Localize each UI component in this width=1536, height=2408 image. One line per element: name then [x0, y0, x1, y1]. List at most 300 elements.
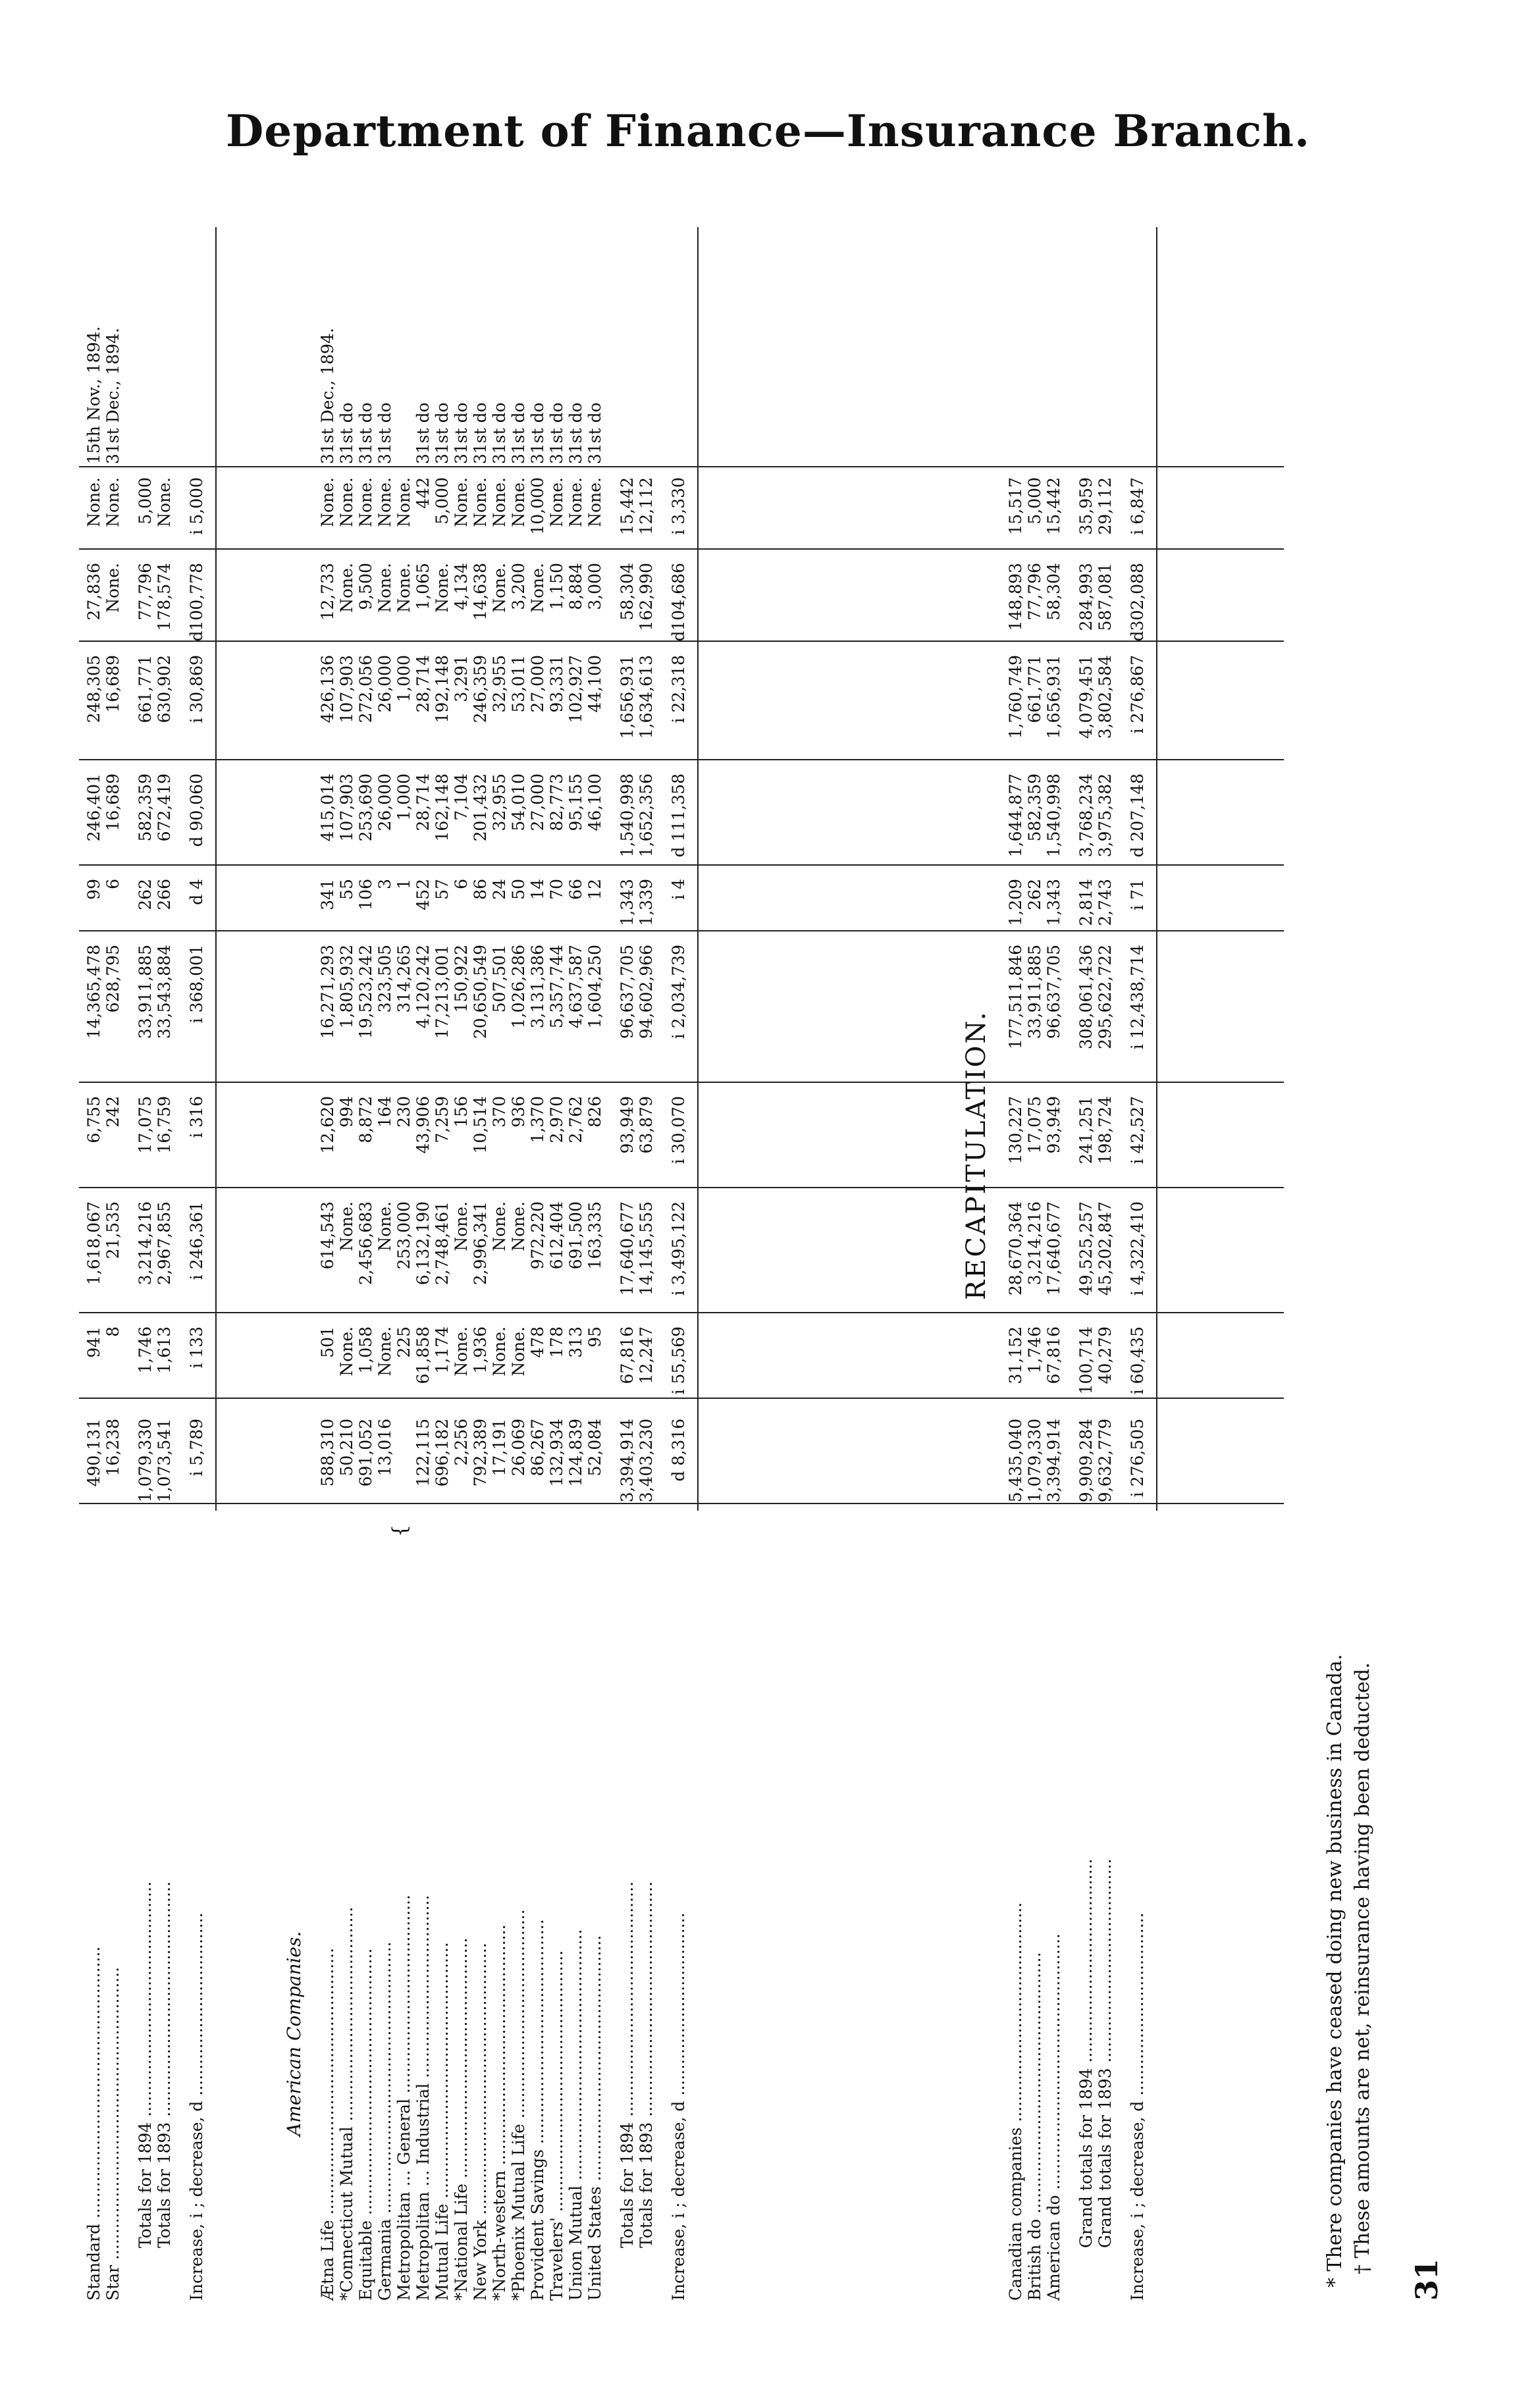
table-cell: None. [452, 1201, 471, 1251]
table-cell: 1,000 [394, 773, 413, 821]
table-cell: 426,136 [318, 655, 337, 723]
table-cell: i 30,869 [187, 655, 206, 723]
table-cell: 2,814 [1076, 879, 1096, 926]
table-cell: 2,456,683 [356, 1201, 375, 1286]
table-cell: 28,670,364 [1006, 1201, 1025, 1296]
table-cell: 28,714 [413, 773, 433, 831]
table-row [453, 227, 470, 2301]
table-cell: 107,903 [337, 655, 356, 723]
table-cell: 1,343 [618, 879, 637, 926]
table-cell: d302,088 [1128, 563, 1147, 642]
table-cell: 15,442 [618, 477, 637, 535]
row-label: Star ........................................................ [103, 1967, 122, 2301]
table-cell: 2,743 [1096, 879, 1115, 926]
row-label: *Phoenix Mutual Life ........................................ [509, 1909, 528, 2301]
table-cell: 661,771 [136, 655, 155, 723]
table-cell: 2,996,341 [471, 1201, 490, 1286]
table-cell: 32,955 [490, 655, 509, 713]
table-cell: None. [337, 1201, 356, 1251]
table-row [396, 227, 413, 2301]
table-cell: 1,058 [356, 1326, 375, 1374]
table-cell: 248,305 [84, 655, 103, 723]
page-title: Department of Finance—Insurance Branch. [225, 105, 1311, 157]
table-cell: d 8,316 [669, 1419, 688, 1482]
table-cell: 13,016 [375, 1419, 394, 1477]
table-cell: None. [103, 477, 122, 527]
table-cell: 33,543,884 [155, 945, 174, 1039]
table-cell: 93,949 [618, 1096, 637, 1154]
table-cell: d 111,358 [669, 773, 688, 858]
table-cell: 31st do [547, 402, 566, 464]
table-cell: 35,959 [1076, 477, 1096, 535]
table-cell: 55 [337, 879, 356, 900]
table-cell: 45,202,847 [1096, 1201, 1115, 1296]
table-cell: 478 [528, 1326, 547, 1358]
table-cell: None. [375, 1326, 394, 1376]
table-row [548, 227, 566, 2301]
table-cell: 826 [585, 1096, 604, 1128]
table-cell: 3,403,230 [637, 1419, 656, 1503]
table-cell: 630,902 [155, 655, 174, 723]
table-cell: 33,911,885 [1025, 945, 1044, 1039]
table-cell: 86 [471, 879, 490, 900]
table-row [319, 227, 336, 2301]
table-cell: 1,343 [1044, 879, 1063, 926]
table-row [619, 227, 636, 2301]
table-cell: 582,359 [1025, 773, 1044, 842]
table-cell: i 22,318 [669, 655, 688, 723]
table-cell: 31st do [452, 402, 471, 464]
table-cell: 162,148 [433, 773, 452, 842]
row-label: Canadian companies .......................................... [1006, 1902, 1025, 2301]
table-cell: 323,505 [375, 945, 394, 1013]
table-cell: None. [433, 563, 452, 613]
table-cell: 96,637,705 [618, 945, 637, 1039]
table-cell: None. [103, 563, 122, 613]
table-cell: 3,768,234 [1076, 773, 1096, 858]
table-cell: 1,936 [471, 1326, 490, 1374]
table-cell: 8,872 [356, 1096, 375, 1143]
table-cell: 661,771 [1025, 655, 1044, 723]
table-cell: 192,148 [433, 655, 452, 723]
table-row [568, 227, 585, 2301]
table-cell: 177,511,846 [1006, 945, 1025, 1050]
table-cell: 241,251 [1076, 1096, 1096, 1165]
table-row [638, 227, 655, 2301]
table-cell: 246,359 [471, 655, 490, 723]
table-cell: None. [375, 1201, 394, 1251]
table-cell: 12,247 [637, 1326, 656, 1384]
table-cell: 672,419 [155, 773, 174, 842]
table-cell: 12,733 [318, 563, 337, 621]
table-cell: 31st do [413, 402, 433, 464]
table-cell: 507,501 [490, 945, 509, 1013]
table-cell: 31,152 [1006, 1326, 1025, 1384]
table-cell: 67,816 [618, 1326, 637, 1384]
table-cell: None. [375, 563, 394, 613]
table-cell: 3,000 [585, 563, 604, 610]
table-cell: 8 [103, 1326, 122, 1337]
table-cell: 313 [566, 1326, 585, 1358]
table-cell: 4,079,451 [1076, 655, 1096, 739]
table-cell: 15,517 [1006, 477, 1025, 535]
table-cell: 29,112 [1096, 477, 1115, 535]
table-cell: 341 [318, 879, 337, 910]
table-cell: 295,622,722 [1096, 945, 1115, 1050]
table-cell: 10,000 [528, 477, 547, 535]
table-cell: 17,640,677 [618, 1201, 637, 1296]
table-cell: None. [394, 477, 413, 527]
table-cell: None. [155, 477, 174, 527]
table-cell: None. [509, 1201, 528, 1251]
table-cell: None. [471, 477, 490, 527]
table-row [587, 227, 604, 2301]
table-cell: 1,746 [1025, 1326, 1044, 1374]
table-cell: i 276,505 [1128, 1419, 1147, 1498]
table-cell: 242 [103, 1096, 122, 1128]
table-cell: 314,265 [394, 945, 413, 1013]
table-cell: 178 [547, 1326, 566, 1358]
row-label: Provident Savings ........................................... [528, 1919, 547, 2301]
table-cell: 1,805,932 [337, 945, 356, 1029]
table-cell: 1,073,541 [155, 1419, 174, 1503]
table-cell: 16,759 [155, 1096, 174, 1154]
table-cell: i 3,495,122 [669, 1201, 688, 1296]
table-cell: 4,637,587 [566, 945, 585, 1029]
table-cell: 130,227 [1006, 1096, 1025, 1165]
table-cell: 612,404 [547, 1201, 566, 1270]
section-heading: American Companies. [283, 1931, 305, 2136]
table-cell: 588,310 [318, 1419, 337, 1487]
table-cell: 162,990 [637, 563, 656, 631]
table-cell: 12 [585, 879, 604, 900]
table-cell: 14,365,478 [84, 945, 103, 1039]
table-cell: 582,359 [136, 773, 155, 842]
table-cell: 28,714 [413, 655, 433, 713]
table-cell: 99 [84, 879, 103, 900]
row-label: Grand totals for 1893 ....................................... [1096, 1858, 1115, 2248]
table-row [415, 227, 432, 2301]
table-cell: 58,304 [1044, 563, 1063, 621]
table-cell: 96,637,705 [1044, 945, 1063, 1039]
table-cell: None. [452, 1326, 471, 1376]
table-cell: 58,304 [618, 563, 637, 621]
footnote-net: † These amounts are net, reinsurance having been deducted. [1351, 1662, 1374, 2274]
table-cell: 26,000 [375, 773, 394, 831]
table-cell: 1,644,877 [1006, 773, 1025, 858]
table-cell: 102,927 [566, 655, 585, 723]
table-cell: None. [356, 477, 375, 527]
rotated-table [72, 227, 1442, 2301]
table-cell: 1,079,330 [1025, 1419, 1044, 1503]
table-cell: 587,081 [1096, 563, 1115, 631]
table-cell: 6 [452, 879, 471, 889]
table-cell: None. [375, 477, 394, 527]
table-cell: 3,394,914 [1044, 1419, 1063, 1503]
table-row [434, 227, 451, 2301]
table-cell: 3,802,584 [1096, 655, 1115, 739]
table-row [338, 227, 356, 2301]
table-cell: 70 [547, 879, 566, 900]
table-cell: 93,331 [547, 655, 566, 713]
table-cell: 5,435,040 [1006, 1419, 1025, 1503]
table-cell: i 60,435 [1128, 1326, 1147, 1395]
row-label: British do .................................................. [1025, 1952, 1044, 2301]
row-label: Germania .................................................... [375, 1941, 394, 2301]
table-cell: 50 [509, 879, 528, 900]
table-cell: 3,214,216 [136, 1201, 155, 1286]
table-cell: i 71 [1128, 879, 1147, 910]
table-cell: 6,132,190 [413, 1201, 433, 1286]
table-cell: 150,922 [452, 945, 471, 1013]
table-cell: d104,686 [669, 563, 688, 642]
table-cell: 3,291 [452, 655, 471, 702]
table-cell: None. [337, 477, 356, 527]
table-row [670, 227, 687, 2301]
table-cell: 2,256 [452, 1419, 471, 1466]
table-cell: 77,796 [136, 563, 155, 621]
table-row [1097, 227, 1114, 2301]
table-cell: 415,014 [318, 773, 337, 842]
table-cell: 27,000 [528, 773, 547, 831]
table-cell: None. [547, 477, 566, 527]
table-cell: 16,238 [103, 1419, 122, 1477]
table-row [1078, 227, 1095, 2301]
table-row [1129, 227, 1146, 2301]
row-label: Totals for 1893 ............................................. [155, 1881, 174, 2248]
table-cell: None. [84, 477, 103, 527]
table-cell: i 2,034,739 [669, 945, 688, 1039]
footnote-ceased: * There companies have ceased doing new business in Canada. [1323, 1654, 1346, 2288]
table-cell: 156 [452, 1096, 471, 1128]
table-cell: 12,112 [637, 477, 656, 535]
row-label: Equitable ................................................... [356, 1948, 375, 2301]
table-cell: 17,213,001 [433, 945, 452, 1039]
table-cell: 1,150 [547, 563, 566, 610]
table-cell: 43,906 [413, 1096, 433, 1154]
table-cell: 44,100 [585, 655, 604, 713]
section-rule [215, 227, 217, 1511]
row-label: Union Mutual ................................................ [566, 1929, 585, 2301]
table-cell: i 276,867 [1128, 655, 1147, 734]
table-cell: 452 [413, 879, 433, 910]
table-cell: 2,970 [547, 1096, 566, 1143]
table-cell: None. [337, 563, 356, 613]
table-cell: None. [490, 477, 509, 527]
table-cell: 1,370 [528, 1096, 547, 1143]
table-cell: i 5,000 [187, 477, 206, 535]
table-cell: 1,746 [136, 1326, 155, 1374]
table-cell: 164 [375, 1096, 394, 1128]
table-cell: 253,000 [394, 1201, 413, 1270]
row-label: *Connecticut Mutual ......................................... [337, 1906, 356, 2301]
table-row [1026, 227, 1044, 2301]
table-cell: 1,634,613 [637, 655, 656, 739]
table-cell: 63,879 [637, 1096, 656, 1154]
row-label: Metropolitan … General ...................................... [394, 1895, 413, 2301]
table-cell: 1,000 [394, 655, 413, 702]
table-cell: 5,000 [433, 477, 452, 525]
table-cell: 33,911,885 [136, 945, 155, 1039]
table-cell: 936 [509, 1096, 528, 1128]
table-cell: 9,500 [356, 563, 375, 610]
table-cell: 31st do [471, 402, 490, 464]
table-cell: None. [585, 477, 604, 527]
table-row [491, 227, 508, 2301]
table-cell: 1,540,998 [1044, 773, 1063, 858]
table-cell: 262 [1025, 879, 1044, 910]
table-cell: 284,993 [1076, 563, 1096, 631]
row-label: *National Life .............................................. [452, 1937, 471, 2301]
table-cell: None. [394, 563, 413, 613]
table-cell: 122,115 [413, 1419, 433, 1487]
table-cell: 1,174 [433, 1326, 452, 1374]
table-row [1007, 227, 1024, 2301]
table-cell: 2,762 [566, 1096, 585, 1143]
table-cell: 50,210 [337, 1419, 356, 1477]
table-cell: 31st do [490, 402, 509, 464]
table-row [472, 227, 489, 2301]
row-label: Grand totals for 1894 ....................................... [1076, 1858, 1096, 2248]
table-cell: None. [490, 1326, 509, 1376]
table-cell: 253,690 [356, 773, 375, 842]
table-cell: 19,523,242 [356, 945, 375, 1039]
table-cell: i 368,001 [187, 945, 206, 1024]
table-cell: 3 [375, 879, 394, 889]
table-cell: 308,061,436 [1076, 945, 1096, 1050]
table-cell: 1 [394, 879, 413, 889]
row-label: Totals for 1894 ............................................. [136, 1881, 155, 2248]
table-cell: 46,100 [585, 773, 604, 831]
table-cell: 1,026,286 [509, 945, 528, 1029]
table-cell: 14,145,555 [637, 1201, 656, 1296]
table-cell: 12,620 [318, 1096, 337, 1154]
table-cell: 5,000 [1025, 477, 1044, 525]
table-cell: 94,602,966 [637, 945, 656, 1039]
table-cell: 1,339 [637, 879, 656, 926]
row-label: Metropolitan … Industrial ................................... [413, 1895, 433, 2301]
table-cell: 17,075 [1025, 1096, 1044, 1154]
table-cell: None. [318, 477, 337, 527]
table-cell: 442 [413, 477, 433, 509]
table-cell: 1,652,356 [637, 773, 656, 858]
metropolitan-brace: { [388, 1524, 411, 1537]
table-cell: 31st do [528, 402, 547, 464]
table-cell: 31st do [337, 402, 356, 464]
table-cell: i 246,361 [187, 1201, 206, 1280]
table-cell: 21,535 [103, 1201, 122, 1259]
table-cell: 3,131,386 [528, 945, 547, 1029]
table-cell: 3,975,382 [1096, 773, 1115, 858]
table-cell: 1,760,749 [1006, 655, 1025, 739]
table-cell: 54,010 [509, 773, 528, 831]
table-cell: 5,000 [136, 477, 155, 525]
table-cell: None. [528, 563, 547, 613]
row-label: Increase, i ; decrease, d ................................... [1128, 1912, 1147, 2301]
table-cell: 31st Dec., 1894. [103, 328, 122, 464]
table-cell: 52,084 [585, 1419, 604, 1477]
table-cell: None. [509, 477, 528, 527]
table-cell: 225 [394, 1326, 413, 1358]
table-cell: 15th Nov., 1894. [84, 326, 103, 464]
table-cell: 3,394,914 [618, 1419, 637, 1503]
table-cell: 16,689 [103, 655, 122, 713]
table-cell: 40,279 [1096, 1326, 1115, 1384]
table-cell: 696,182 [433, 1419, 452, 1487]
row-label: Mutual Life ................................................. [433, 1942, 452, 2301]
table-cell: 61,858 [413, 1326, 433, 1384]
table-cell: 27,000 [528, 655, 547, 713]
table-row [377, 227, 394, 2301]
table-row [358, 227, 375, 2301]
table-cell: 691,052 [356, 1419, 375, 1487]
table-cell: 31st do [375, 402, 394, 464]
table-cell: 691,500 [566, 1201, 585, 1270]
table-cell: 1,209 [1006, 879, 1025, 926]
row-label: Ætna Life ................................................... [318, 1948, 337, 2301]
table-cell: i 42,527 [1128, 1096, 1147, 1165]
table-cell: 201,432 [471, 773, 490, 842]
table-cell: i 316 [187, 1096, 206, 1138]
table-cell: 66 [566, 879, 585, 900]
table-cell: 941 [84, 1326, 103, 1358]
table-cell: 3,200 [509, 563, 528, 610]
table-cell: 370 [490, 1096, 509, 1128]
table-cell: 106 [356, 879, 375, 910]
table-cell: 1,656,931 [618, 655, 637, 739]
table-cell: 490,131 [84, 1419, 103, 1487]
table-cell: None. [490, 563, 509, 613]
table-cell: 14 [528, 879, 547, 900]
table-cell: 3,214,216 [1025, 1201, 1044, 1286]
table-cell: 5,357,744 [547, 945, 566, 1029]
table-cell: d100,778 [187, 563, 206, 642]
table-cell: 10,514 [471, 1096, 490, 1154]
table-cell: 124,839 [566, 1419, 585, 1487]
table-cell: 95 [585, 1326, 604, 1348]
table-cell: 31st do [566, 402, 585, 464]
row-label: Travelers' .................................................. [547, 1950, 566, 2301]
table-cell: 994 [337, 1096, 356, 1128]
table-row [86, 227, 103, 2301]
table-cell: 1,613 [155, 1326, 174, 1374]
table-cell: 7,259 [433, 1096, 452, 1143]
table-cell: 6,755 [84, 1096, 103, 1143]
table-cell: 86,267 [528, 1419, 547, 1477]
table-cell: 31st Dec., 1894. [318, 328, 337, 464]
table-cell: i 4,322,410 [1128, 1201, 1147, 1296]
row-label: United States ............................................... [585, 1935, 604, 2301]
table-cell: 972,220 [528, 1201, 547, 1270]
table-cell: 67,816 [1044, 1326, 1063, 1384]
table-cell: None. [452, 477, 471, 527]
table-cell: 1,604,250 [585, 945, 604, 1029]
table-cell: 31st do [585, 402, 604, 464]
table-cell: 628,795 [103, 945, 122, 1013]
table-cell: 24 [490, 879, 509, 900]
table-cell: 2,967,855 [155, 1201, 174, 1286]
table-cell: i 12,438,714 [1128, 945, 1147, 1050]
table-row [137, 227, 154, 2301]
table-cell: 107,903 [337, 773, 356, 842]
row-label: Increase, i ; decrease, d ................................... [187, 1912, 206, 2301]
table-cell: 272,056 [356, 655, 375, 723]
table-cell: 93,949 [1044, 1096, 1063, 1154]
table-cell: 1,540,998 [618, 773, 637, 858]
table-cell: 26,000 [375, 655, 394, 713]
table-cell: None. [337, 1326, 356, 1376]
table-cell: 26,069 [509, 1419, 528, 1477]
